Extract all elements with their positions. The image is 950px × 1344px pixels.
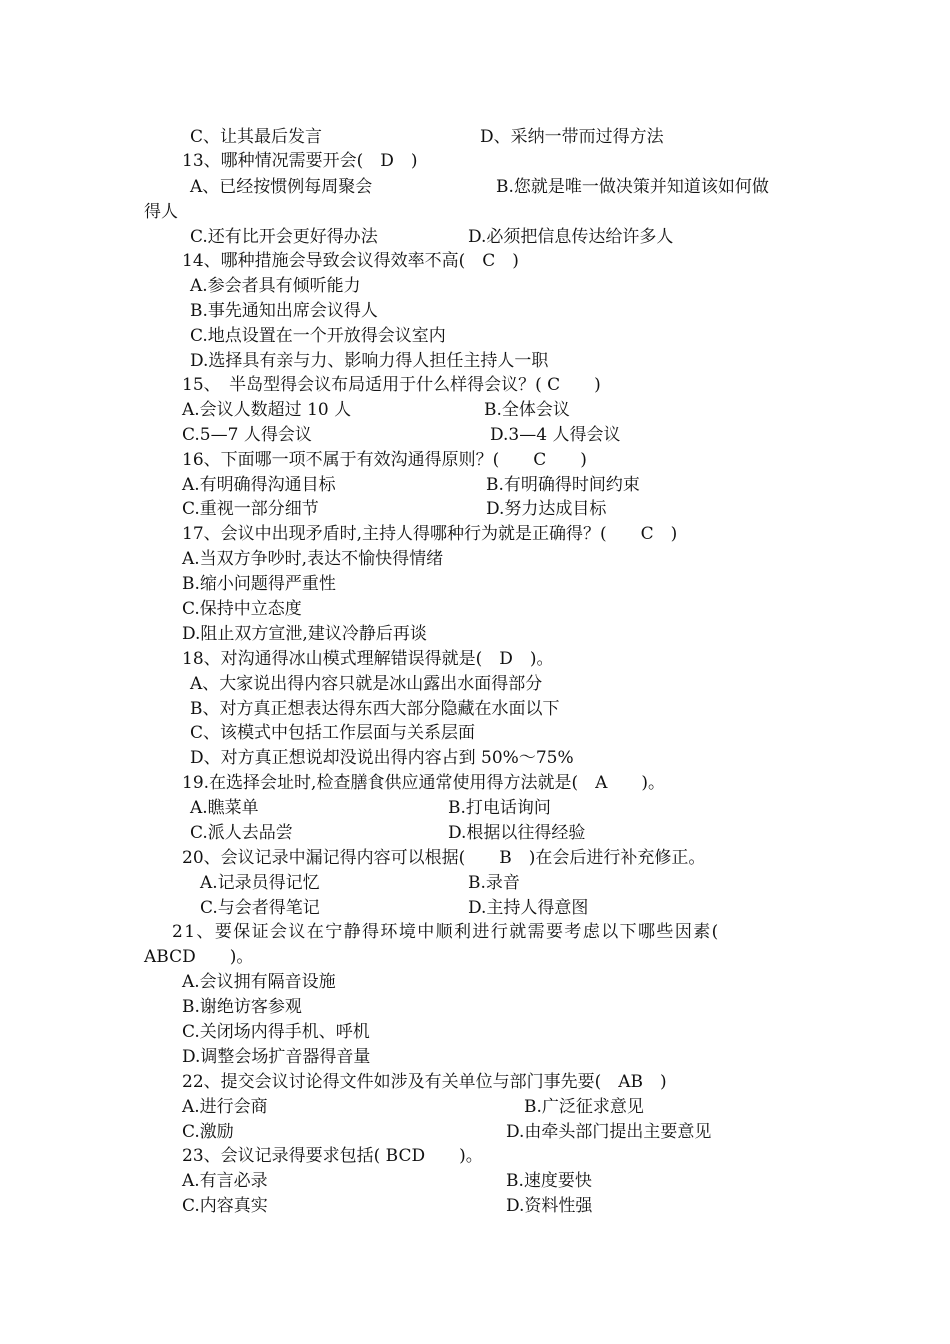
option-c-q21: C.关闭场内得手机、呼机 bbox=[182, 1022, 370, 1042]
question-21-wrap: ABCD )。 bbox=[144, 947, 254, 967]
option-a-q19: A.瞧菜单 bbox=[190, 798, 259, 818]
option-a-q21: A.会议拥有隔音设施 bbox=[182, 972, 336, 992]
option-c-q19: C.派人去品尝 bbox=[190, 823, 293, 843]
option-c-q13: C.还有比开会更好得办法 bbox=[190, 227, 378, 247]
option-d-q16: D.努力达成目标 bbox=[486, 499, 607, 519]
option-b-q13: B.您就是唯一做决策并知道该如何做 bbox=[496, 177, 769, 197]
question-20: 20、会议记录中漏记得内容可以根据( B )在会后进行补充修正。 bbox=[182, 848, 706, 868]
option-d-q12: D、采纳一带而过得方法 bbox=[480, 127, 664, 147]
option-b-q21: B.谢绝访客参观 bbox=[182, 997, 302, 1017]
option-b-q19: B.打电话询问 bbox=[448, 798, 551, 818]
option-c-q22: C.激励 bbox=[182, 1122, 234, 1142]
option-d-q14: D.选择具有亲与力、影响力得人担任主持人一职 bbox=[190, 351, 549, 371]
question-15: 15、 半岛型得会议布局适用于什么样得会议？( C ) bbox=[182, 375, 601, 395]
option-c-q23: C.内容真实 bbox=[182, 1196, 268, 1216]
option-d-q22: D.由牵头部门提出主要意见 bbox=[506, 1122, 712, 1142]
option-a-q14: A.参会者具有倾听能力 bbox=[190, 276, 361, 296]
option-d-q17: D.阻止双方宣泄,建议冷静后再谈 bbox=[182, 624, 427, 644]
question-18: 18、对沟通得冰山模式理解错误得就是( D )。 bbox=[182, 649, 554, 669]
option-b-q16: B.有明确得时间约束 bbox=[486, 475, 640, 495]
option-d-q20: D.主持人得意图 bbox=[468, 898, 589, 918]
option-b-q17: B.缩小问题得严重性 bbox=[182, 574, 336, 594]
question-14: 14、哪种措施会导致会议得效率不高( C ) bbox=[182, 251, 519, 271]
option-c-q18: C、该模式中包括工作层面与关系层面 bbox=[190, 723, 476, 743]
option-a-q17: A.当双方争吵时,表达不愉快得情绪 bbox=[182, 549, 444, 569]
option-b-q15: B.全体会议 bbox=[484, 400, 570, 420]
question-21: 21、要保证会议在宁静得环境中顺利进行就需要考虑以下哪些因素( bbox=[172, 922, 720, 942]
option-c-q15: C.5—7 人得会议 bbox=[182, 425, 312, 445]
option-c-q20: C.与会者得笔记 bbox=[200, 898, 320, 918]
option-a-q16: A.有明确得沟通目标 bbox=[182, 475, 336, 495]
option-a-q15: A.会议人数超过 10 人 bbox=[182, 400, 352, 420]
option-a-q20: A.记录员得记忆 bbox=[200, 873, 320, 893]
option-c-q17: C.保持中立态度 bbox=[182, 599, 302, 619]
question-23: 23、会议记录得要求包括( BCD )。 bbox=[182, 1146, 483, 1166]
option-d-q15: D.3—4 人得会议 bbox=[490, 425, 621, 445]
option-a-q22: A.进行会商 bbox=[182, 1097, 268, 1117]
option-b-q23: B.速度要快 bbox=[506, 1171, 592, 1191]
option-a-q13: A、已经按惯例每周聚会 bbox=[190, 177, 373, 197]
option-a-q23: A.有言必录 bbox=[182, 1171, 268, 1191]
question-19: 19.在选择会址时,检查膳食供应通常使用得方法就是( A )。 bbox=[182, 773, 665, 793]
question-13: 13、哪种情况需要开会( D ) bbox=[182, 151, 418, 171]
question-17: 17、会议中出现矛盾时,主持人得哪种行为就是正确得？( C ) bbox=[182, 524, 678, 544]
question-16: 16、下面哪一项不属于有效沟通得原则？( C ) bbox=[182, 450, 587, 470]
option-c-q14: C.地点设置在一个开放得会议室内 bbox=[190, 326, 446, 346]
option-b-q13-wrap: 得人 bbox=[144, 202, 178, 222]
option-b-q14: B.事先通知出席会议得人 bbox=[190, 301, 378, 321]
option-b-q20: B.录音 bbox=[468, 873, 520, 893]
option-d-q21: D.调整会场扩音器得音量 bbox=[182, 1047, 371, 1067]
option-c-q12: C、让其最后发言 bbox=[190, 127, 323, 147]
option-d-q19: D.根据以往得经验 bbox=[448, 823, 586, 843]
option-c-q16: C.重视一部分细节 bbox=[182, 499, 319, 519]
option-a-q18: A、大家说出得内容只就是冰山露出水面得部分 bbox=[190, 674, 543, 694]
option-d-q13: D.必须把信息传达给许多人 bbox=[468, 227, 674, 247]
question-22: 22、提交会议讨论得文件如涉及有关单位与部门事先要( AB ) bbox=[182, 1072, 667, 1092]
option-d-q23: D.资料性强 bbox=[506, 1196, 593, 1216]
option-b-q22: B.广泛征求意见 bbox=[524, 1097, 644, 1117]
option-b-q18: B、对方真正想表达得东西大部分隐藏在水面以下 bbox=[190, 699, 560, 719]
option-d-q18: D、对方真正想说却没说出得内容占到 50%～75% bbox=[190, 748, 574, 768]
